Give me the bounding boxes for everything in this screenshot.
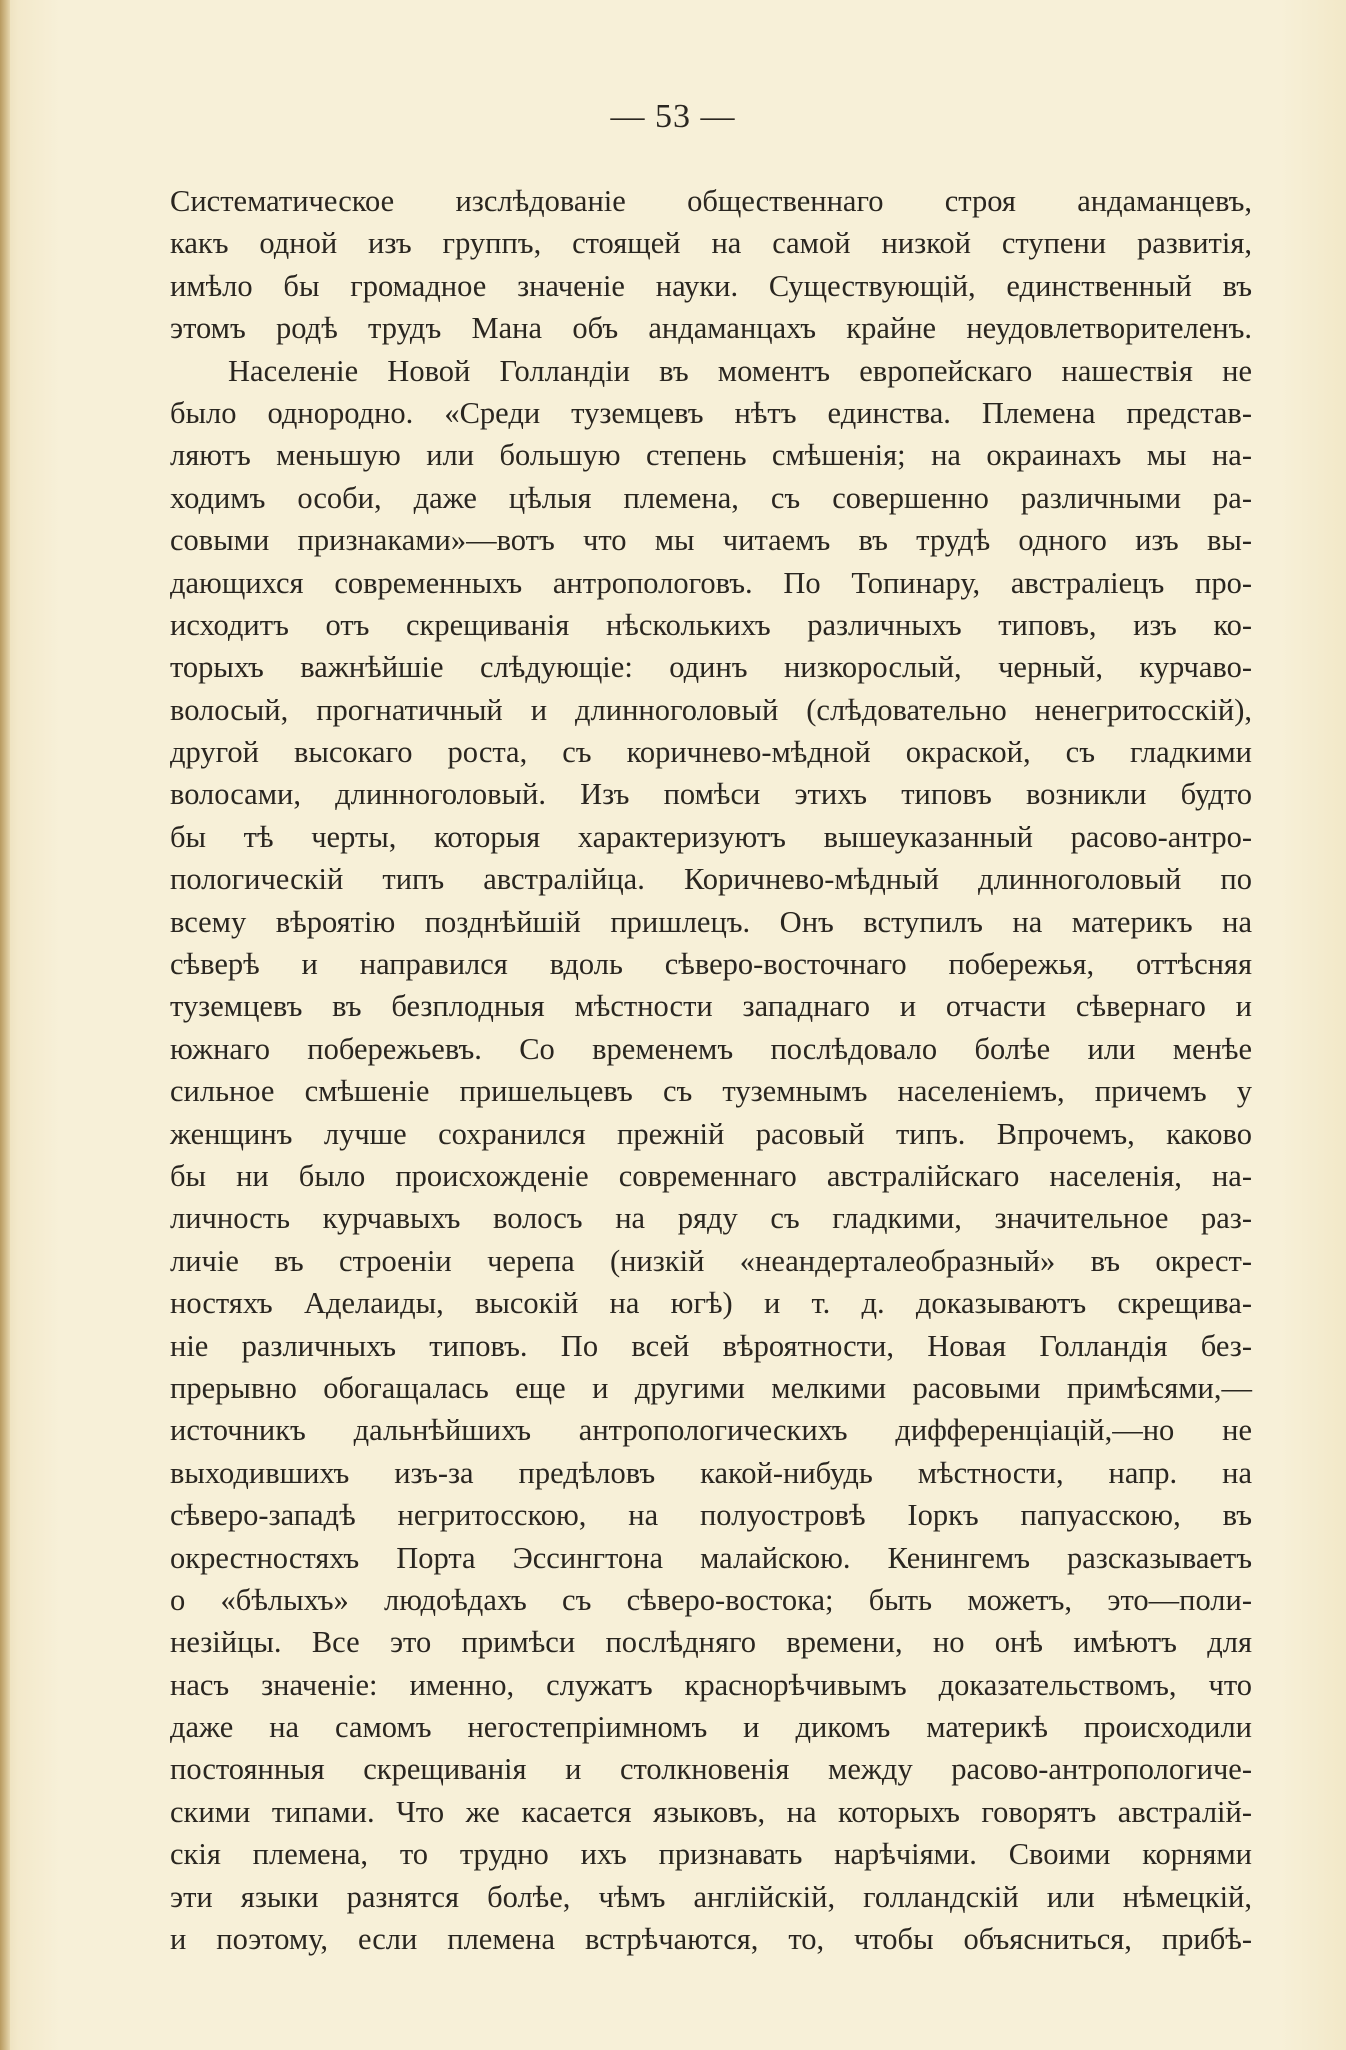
text-line: ностяхъ Аделаиды, высокій на югѣ) и т. д. доказываютъ скрещива-	[170, 1286, 1252, 1321]
text-line: всему вѣроятію позднѣйшій пришлецъ. Онъ вступилъ на материкъ на	[170, 904, 1252, 939]
text-line: ніе различныхъ типовъ. По всей вѣроятности, Новая Голландія без-	[170, 1328, 1252, 1363]
text-line: торыхъ важнѣйшіе слѣдующіе: одинъ низкорослый, черный, курчаво-	[170, 650, 1252, 685]
text-line: насъ значеніе: именно, служатъ краснорѣчивымъ доказательствомъ, что	[170, 1667, 1252, 1702]
text-line: Систематическое изслѣдованіе общественнаго строя андаманцевъ,	[170, 184, 1252, 218]
text-line: туземцевъ въ безплодныя мѣстности западнаго и отчасти сѣвернаго и	[170, 989, 1252, 1024]
text-line: окрестностяхъ Порта Эссингтона малайскою. Кенингемъ разсказываетъ	[170, 1540, 1252, 1575]
text-line: эти языки разнятся болѣе, чѣмъ англійскій, голландскій или нѣмецкій,	[170, 1879, 1252, 1914]
text-line: личность курчавыхъ волосъ на ряду съ гладкими, значительное раз-	[170, 1201, 1252, 1236]
text-line: прерывно обогащалась еще и другими мелкими расовыми примѣсями,—	[170, 1370, 1252, 1405]
text-line: выходившихъ изъ-за предѣловъ какой-нибудь мѣстности, напр. на	[170, 1455, 1252, 1490]
text-line: скими типами. Что же касается языковъ, на которыхъ говорятъ австралій-	[170, 1794, 1252, 1829]
text-line: постоянныя скрещиванія и столкновенія между расово-антропологиче-	[170, 1752, 1252, 1787]
text-line: женщинъ лучше сохранился прежній расовый типъ. Впрочемъ, каково	[170, 1116, 1252, 1151]
text-line-paragraph-start: Населеніе Новой Голландіи въ моментъ европейскаго нашествія не	[228, 353, 1252, 388]
text-line: источникъ дальнѣйшихъ антропологическихъ дифференціацій,—но не	[170, 1413, 1252, 1448]
text-line: бы тѣ черты, которыя характеризуютъ вышеуказанный расово-антро-	[170, 819, 1252, 854]
text-line: и поэтому, если племена встрѣчаются, то, чтобы объясниться, прибѣ-	[170, 1922, 1252, 1957]
text-line: сильное смѣшеніе пришельцевъ съ туземнымъ населеніемъ, причемъ у	[170, 1074, 1252, 1109]
text-line: даже на самомъ негостепріимномъ и дикомъ материкѣ происходили	[170, 1710, 1252, 1745]
text-line: южнаго побережьевъ. Со временемъ послѣдовало болѣе или менѣе	[170, 1031, 1252, 1066]
text-line: бы ни было происхожденіе современнаго австралійскаго населенія, на-	[170, 1158, 1252, 1193]
body-text	[170, 180, 1252, 1960]
text-line: исходитъ отъ скрещиванія нѣсколькихъ различныхъ типовъ, изъ ко-	[170, 607, 1252, 642]
text-line: другой высокаго роста, съ коричнево-мѣдной окраской, съ гладкими	[170, 735, 1252, 770]
text-line: личіе въ строеніи черепа (низкій «неандерталеобразный» въ окрест-	[170, 1243, 1252, 1278]
text-line: было однородно. «Среди туземцевъ нѣтъ единства. Племена представ-	[170, 395, 1252, 430]
text-line: сѣверо-западѣ негритосскою, на полуостровѣ Іоркъ папуасскою, въ	[170, 1498, 1252, 1533]
text-line: сѣверѣ и направился вдоль сѣверо-восточнаго побережья, оттѣсняя	[170, 947, 1252, 982]
text-line: волосый, прогнатичный и длинноголовый (слѣдовательно ненегритосскій),	[170, 692, 1252, 727]
text-line: о «бѣлыхъ» людоѣдахъ съ сѣверо-востока; быть можетъ, это—поли-	[170, 1582, 1252, 1617]
text-line: этомъ родѣ трудъ Мана объ андаманцахъ крайне неудовлетворителенъ.	[170, 311, 1252, 346]
text-line: совыми признаками»—вотъ что мы читаемъ въ трудѣ одного изъ вы-	[170, 523, 1252, 558]
text-line: дающихся современныхъ антропологовъ. По Топинару, австраліецъ про-	[170, 565, 1252, 600]
text-line: пологическій типъ австралійца. Коричнево-мѣдный длинноголовый по	[170, 862, 1252, 897]
page-binding-edge	[0, 0, 10, 2050]
text-line: какъ одной изъ группъ, стоящей на самой низкой ступени развитія,	[170, 226, 1252, 261]
text-line: ходимъ особи, даже цѣлыя племена, съ совершенно различными ра-	[170, 480, 1252, 515]
text-line: волосами, длинноголовый. Изъ помѣси этихъ типовъ возникли будто	[170, 777, 1252, 812]
text-line: незійцы. Все это примѣси послѣдняго времени, но онѣ имѣютъ для	[170, 1625, 1252, 1660]
text-line: имѣло бы громадное значеніе науки. Существующій, единственный въ	[170, 268, 1252, 303]
text-line: ляютъ меньшую или большую степень смѣшенія; на окраинахъ мы на-	[170, 438, 1252, 473]
page-number: — 53 —	[610, 98, 736, 135]
text-line: скія племена, то трудно ихъ признавать нарѣчіями. Своими корнями	[170, 1837, 1252, 1872]
